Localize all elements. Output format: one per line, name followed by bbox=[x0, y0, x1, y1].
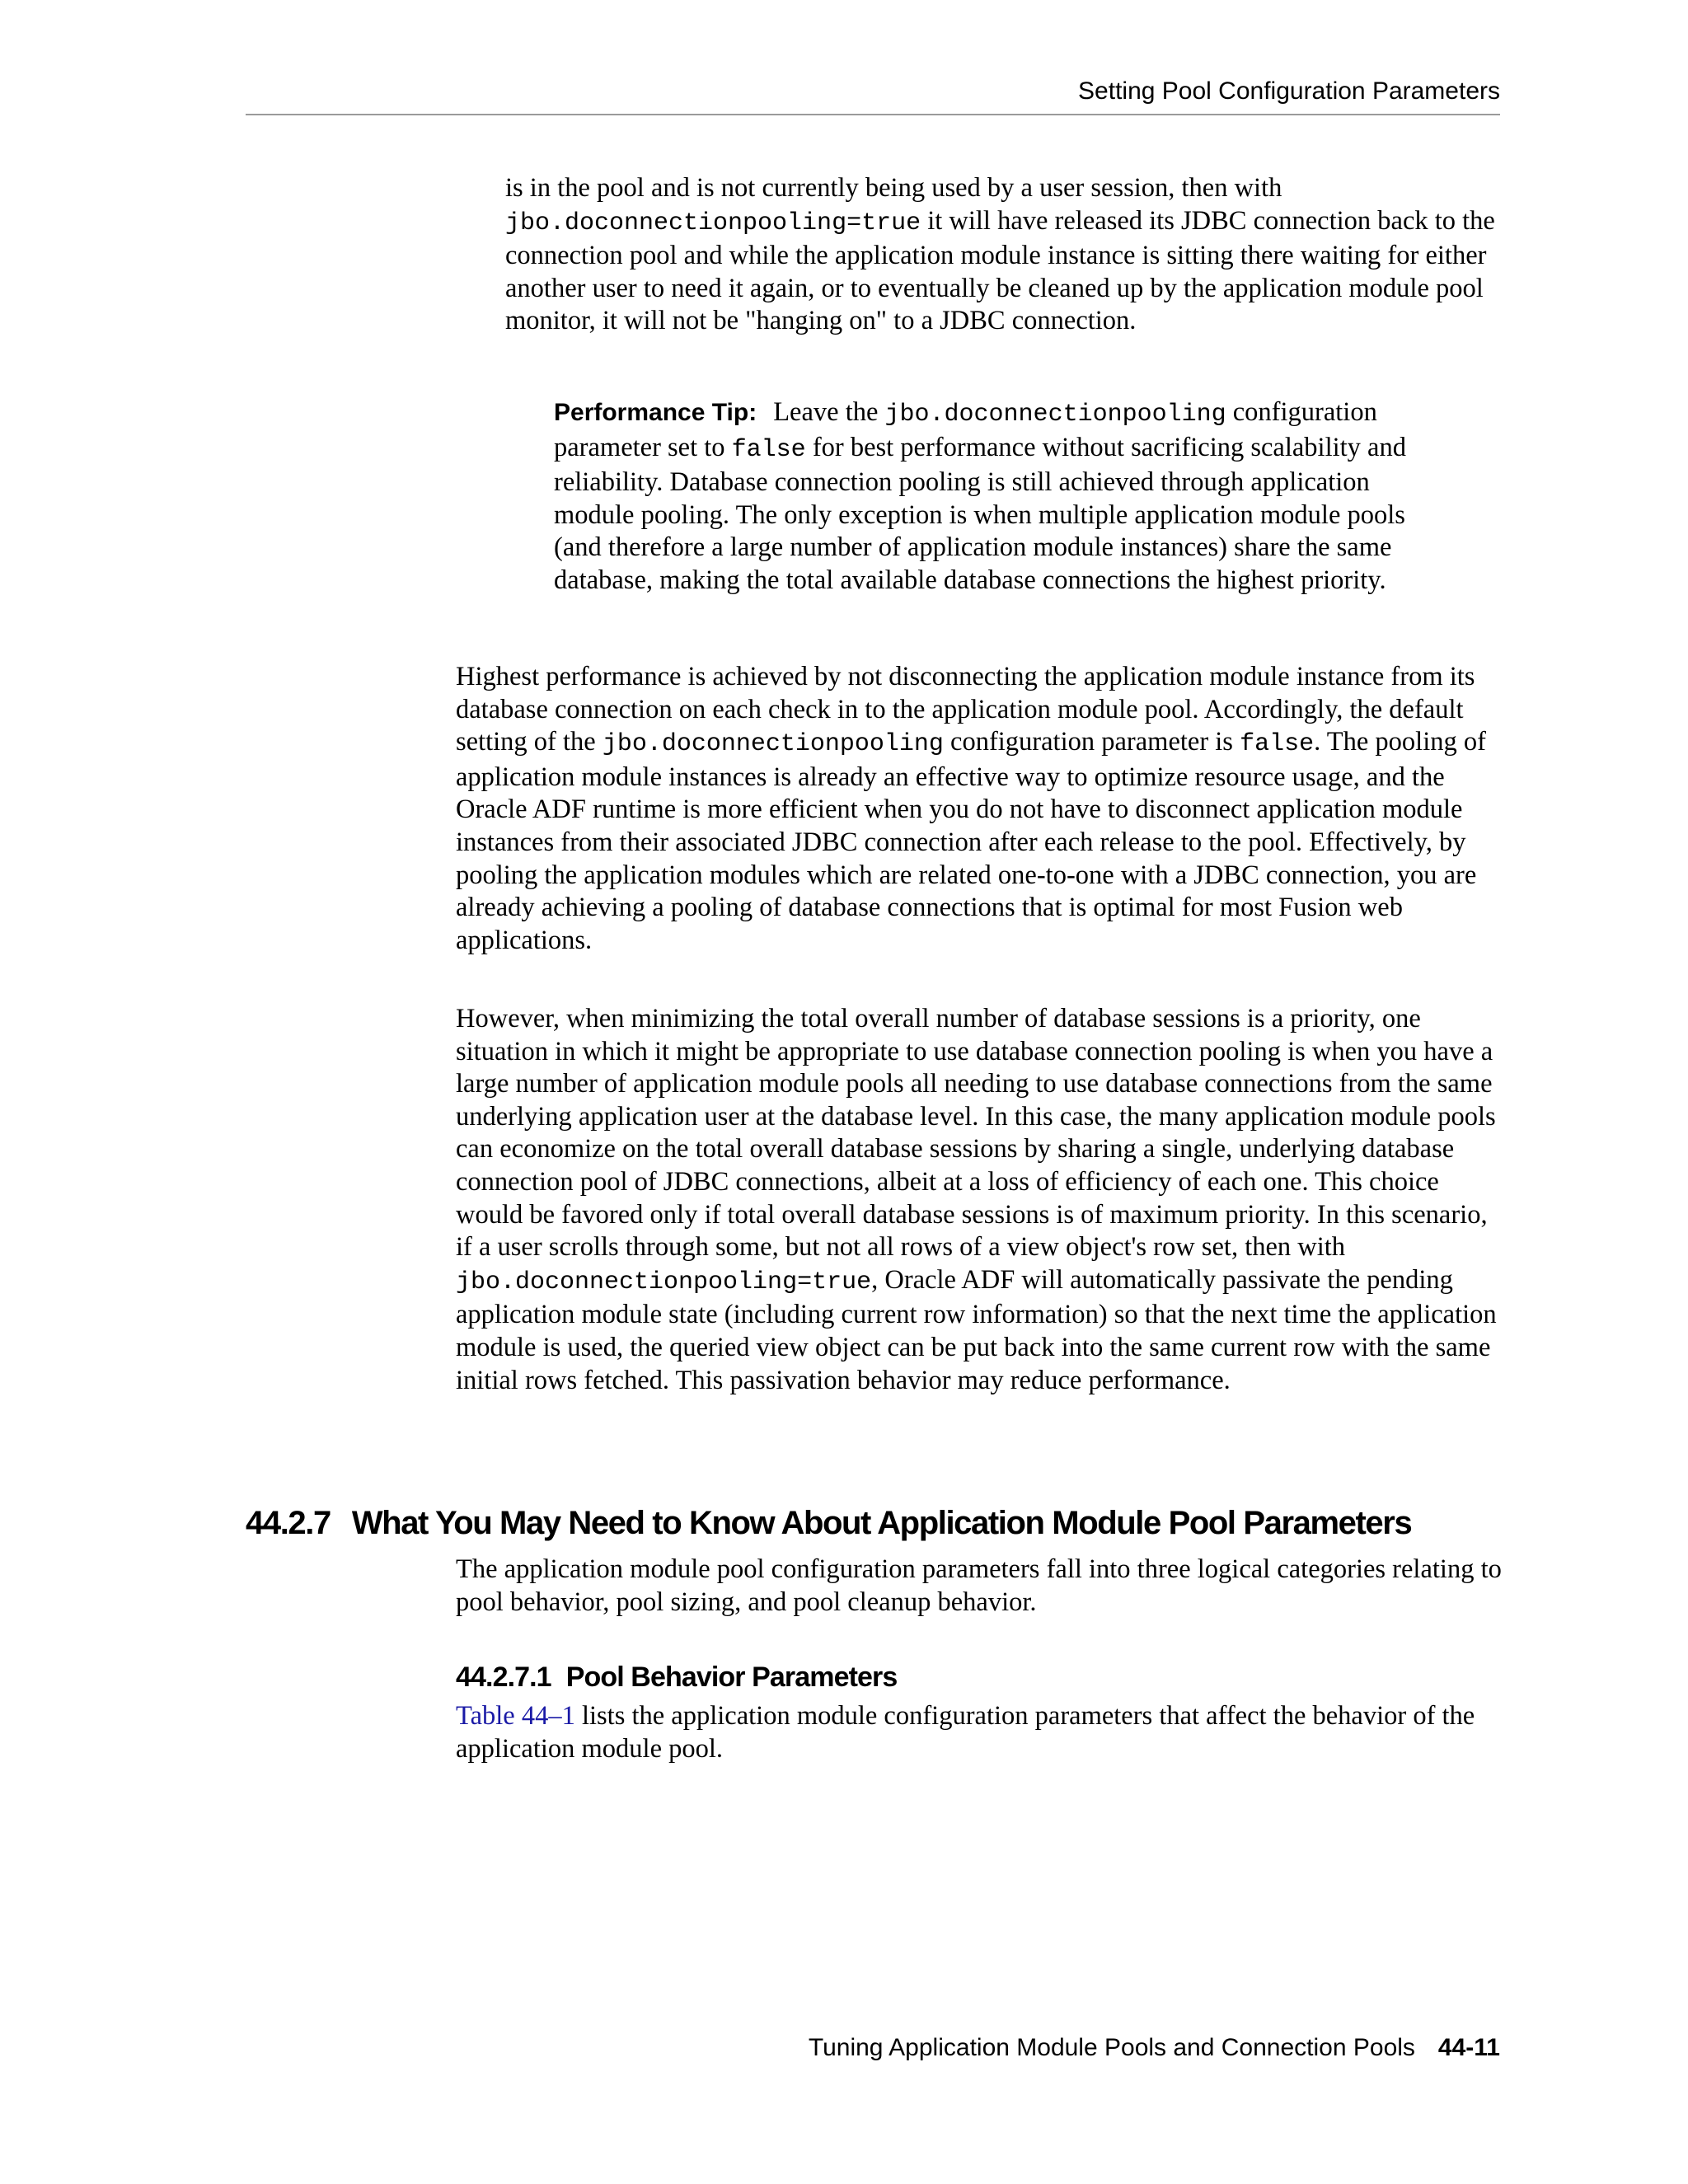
intro-text-2: it will have released its JDBC connection back to the connection pool and while the application module instance is sitting there waiting for either another user to need it again, or to eventually be cleaned up by the application module pool monitor, it will not be "hanging on" to a JDBC connection. bbox=[505, 205, 1495, 336]
tip-text-3: for best performance without sacrificing scalability and reliability. Database connection pooling is still achieved through application module pooling. The only exception is when multiple application module pools (and therefore a large number of application module instances) share the same database, making the total available database connections the highest priority. bbox=[554, 432, 1406, 595]
p4-text: lists the application module configuration parameters that affect the behavior of the application module pool. bbox=[456, 1701, 1475, 1764]
paragraph-table-reference bbox=[456, 1700, 1507, 1765]
tip-text-1: Leave the bbox=[773, 397, 885, 427]
paragraph-highest-performance bbox=[456, 661, 1507, 957]
intro-paragraph bbox=[505, 172, 1504, 338]
p1-code-2: false bbox=[1240, 730, 1315, 759]
tip-text-2: configuration parameter set to bbox=[554, 397, 1377, 462]
subsection-title: Pool Behavior Parameters bbox=[565, 1661, 898, 1693]
intro-code-1: jbo.doconnectionpooling=true bbox=[505, 209, 921, 237]
p1-text-2: configuration parameter is bbox=[943, 727, 1240, 757]
page-number: 44-11 bbox=[1437, 2034, 1500, 2061]
performance-tip-note bbox=[554, 396, 1419, 598]
section-heading bbox=[246, 1500, 1515, 1546]
subsection-heading bbox=[456, 1658, 897, 1696]
subsection-number: 44.2.7.1 bbox=[456, 1661, 551, 1693]
running-header: Setting Pool Configuration Parameters bbox=[1078, 77, 1500, 105]
p2-text-2: , Oracle ADF will automatically passivate the pending application module state (including current row information) so that the next time the application module is used, the queried view object can be put back into the same current row with the same initial rows fetched. This passivation behavior may reduce performance. bbox=[456, 1264, 1497, 1395]
intro-text-1: is in the pool and is not currently being used by a user session, then with bbox=[505, 173, 1282, 203]
p2-code-1: jbo.doconnectionpooling=true bbox=[456, 1268, 872, 1296]
section-number: 44.2.7 bbox=[246, 1505, 331, 1541]
tip-code-2: false bbox=[731, 435, 806, 464]
page-footer bbox=[577, 2027, 1500, 2069]
tip-code-1: jbo.doconnectionpooling bbox=[884, 401, 1226, 429]
footer-chapter-title: Tuning Application Module Pools and Connection Pools bbox=[808, 2034, 1415, 2061]
header-rule bbox=[246, 114, 1500, 115]
p3-text: The application module pool configuration parameters fall into three logical categories relating to pool behavior, pool sizing, and pool cleanup behavior. bbox=[456, 1554, 1502, 1617]
p1-text-3: . The pooling of application module instances is already an effective way to optimize resource usage, and the Oracle ADF runtime is more efficient when you do not have to disconnect application module instances from their associated JDBC connection after each release to the pool. Effectively, by pooling the application modules which are related one-to-one with a JDBC connection, you are already achieving a pooling of database connections that is optimal for most Fusion web applications. bbox=[456, 727, 1486, 955]
paragraph-categories bbox=[456, 1554, 1507, 1619]
paragraph-however bbox=[456, 1003, 1507, 1397]
section-title: What You May Need to Know About Application Module Pool Parameters bbox=[351, 1505, 1412, 1541]
p1-code-1: jbo.doconnectionpooling bbox=[602, 730, 944, 759]
tip-label: Performance Tip: bbox=[554, 399, 757, 426]
p2-text-1: However, when minimizing the total overall number of database sessions is a priority, one situation in which it might be appropriate to use database connection pooling is when you have a large number of application module pools all needing to use database connections from the same underlying application user at the database level. In this case, the many application module pools can economize on the total overall database sessions by sharing a single, underlying database connection pool of JDBC connections, albeit at a loss of efficiency of each one. This choice would be favored only if total overall database sessions is of maximum priority. In this scenario, if a user scrolls through some, but not all rows of a view object's row set, then with bbox=[456, 1004, 1496, 1263]
p1-text-1: Highest performance is achieved by not disconnecting the application module instance from its database connection on each check in to the application module pool. Accordingly, the default setting of the bbox=[456, 662, 1475, 757]
table-44-1-link[interactable]: Table 44–1 bbox=[456, 1701, 575, 1731]
